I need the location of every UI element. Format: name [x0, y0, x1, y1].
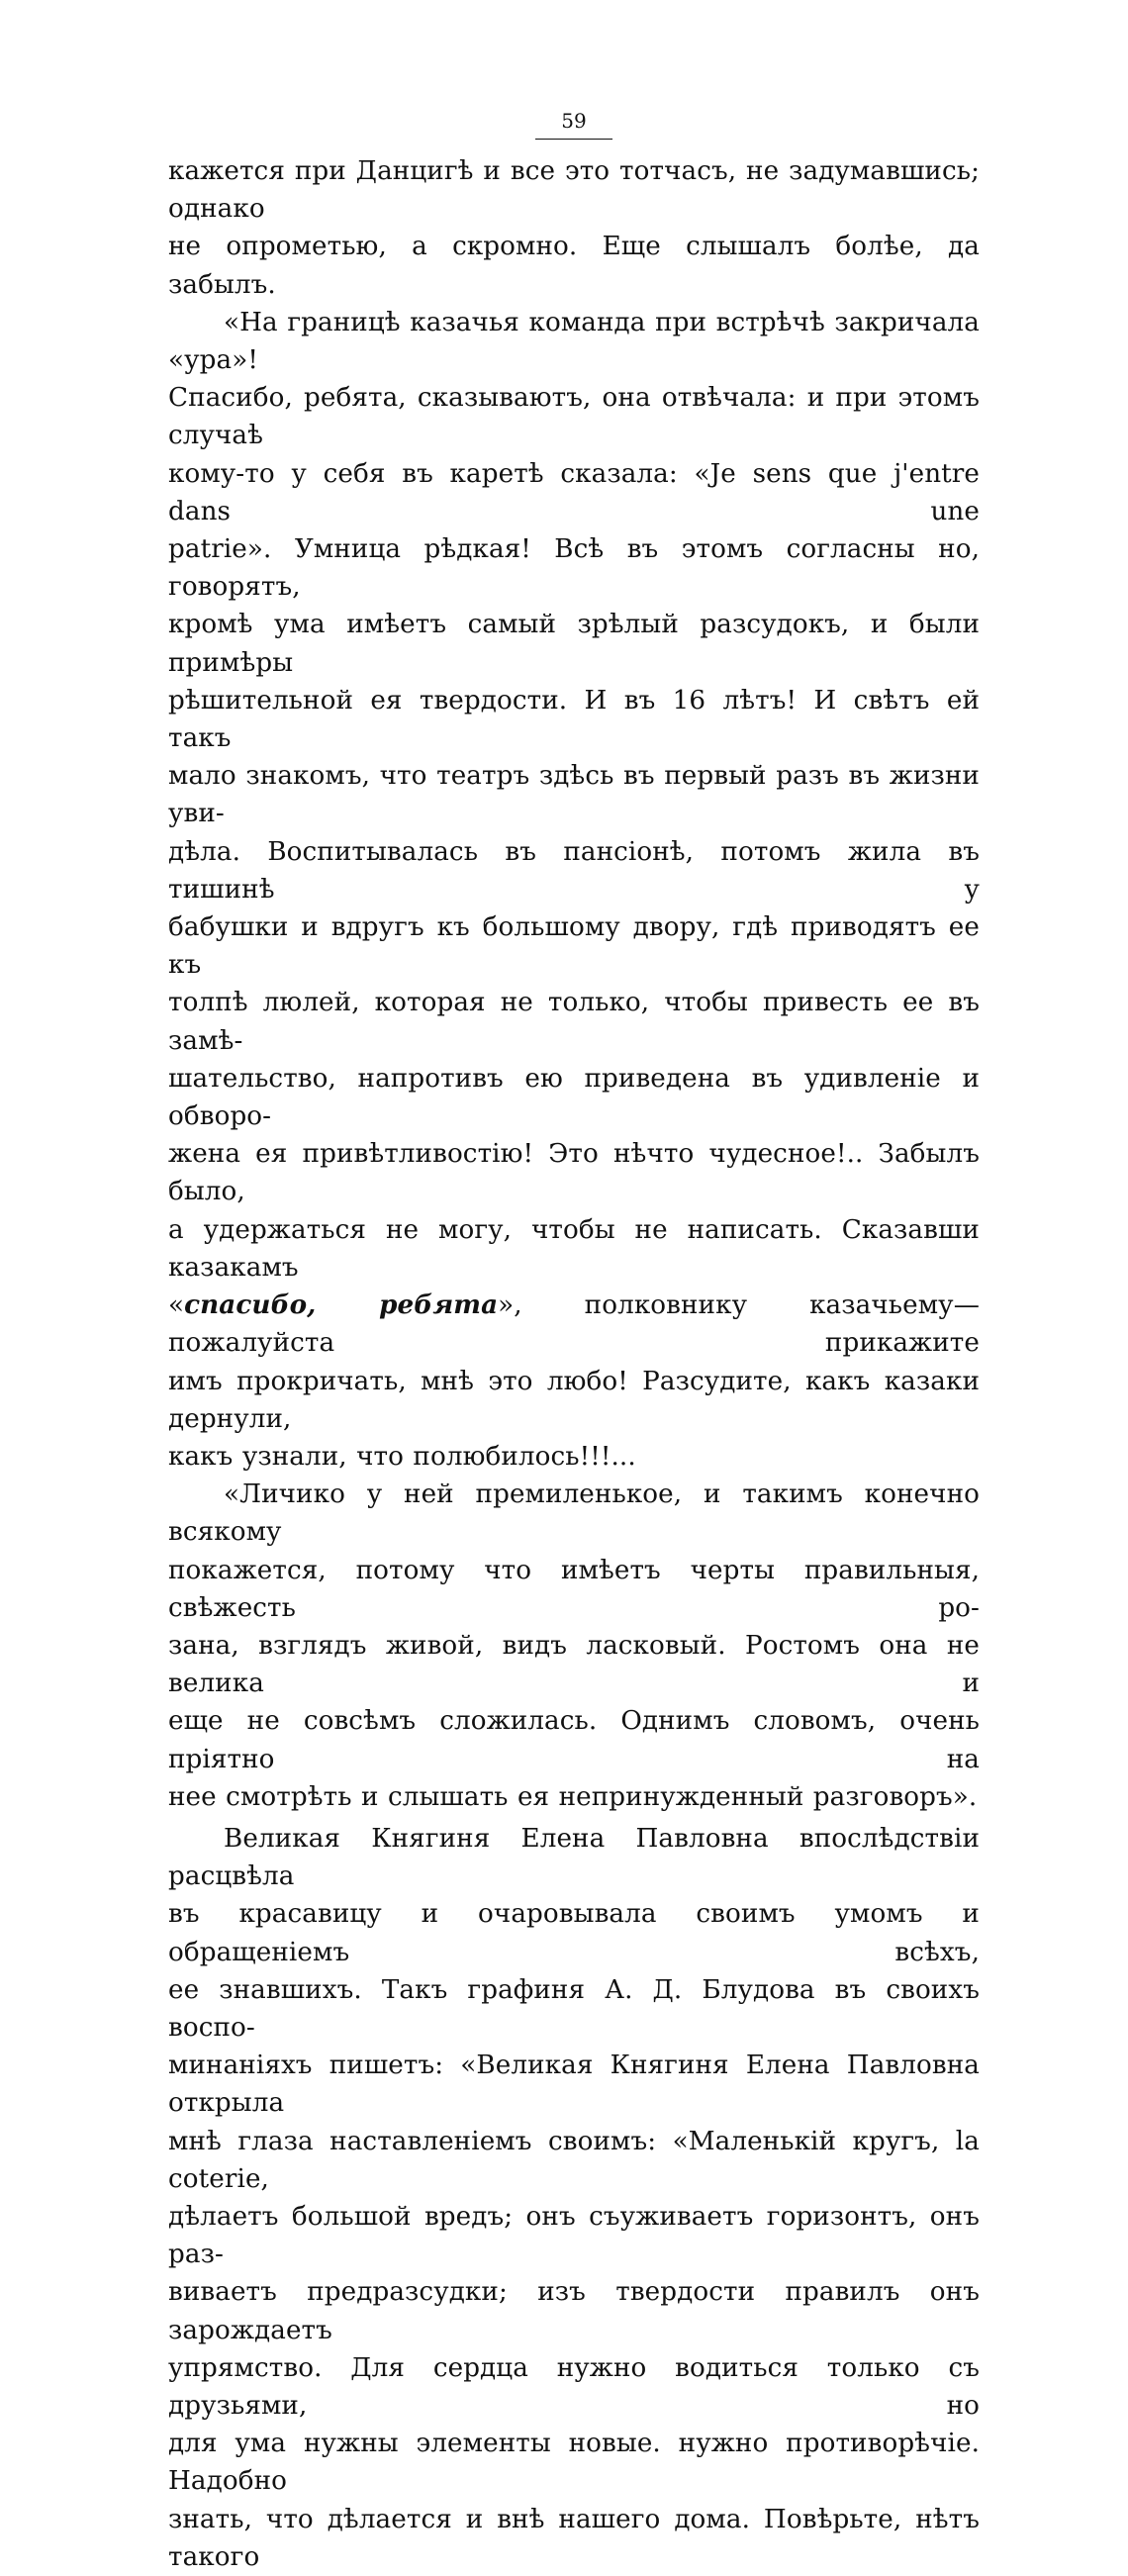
- page-number: 59: [218, 109, 930, 152]
- body-text: [168, 152, 980, 2576]
- text-line: «На границѣ казачья команда при встрѣчѣ закричала «ура»!: [168, 307, 980, 376]
- text-line: какъ узнали, что полюбилось!!!...: [168, 1441, 636, 1472]
- text-line: упрямство. Для сердца нужно водиться только съ друзьями, но: [168, 2352, 980, 2421]
- text-line: бабушки и вдругъ къ большому двору, гдѣ приводятъ ее къ: [168, 912, 980, 981]
- text-line: Великая Княгиня Елена Павловна впослѣдствіи расцвѣла: [168, 1823, 980, 1892]
- text-line: знать, что дѣлается и внѣ нашего дома. Повѣрьте, нѣтъ такого: [168, 2504, 980, 2572]
- text-line: кромѣ ума имѣетъ самый зрѣлый разсудокъ, и были примѣры: [168, 610, 980, 678]
- text-line: кажется при Данцигѣ и все это тотчасъ, не задумавшись; однако: [168, 156, 980, 225]
- text-line: толпѣ люлей, которая не только, чтобы привесть ее въ замѣ-: [168, 988, 980, 1056]
- text-line: не опрометью, а скромно. Еще слышалъ болѣе, да забылъ.: [168, 232, 980, 300]
- book-page: [168, 109, 980, 2576]
- text-line: покажется, потому что имѣетъ черты правильныя, свѣжесть ро-: [168, 1555, 980, 1623]
- text-line: дѣлаетъ большой вредъ; онъ съуживаетъ горизонтъ, онъ раз-: [168, 2201, 980, 2270]
- text-line: рѣшительной ея твердости. И въ 16 лѣтъ! И свѣтъ ей такъ: [168, 685, 980, 754]
- text-line: виваетъ предразсудки; изъ твердости правилъ онъ зарождаетъ: [168, 2277, 980, 2345]
- text-line: дѣла. Воспитывалась въ пансіонѣ, потомъ жила въ тишинѣ у: [168, 836, 980, 905]
- text-line: жена ея привѣтливостію! Это нѣчто чудесное!.. Забылъ было,: [168, 1139, 980, 1207]
- text-line: еще не совсѣмъ сложилась. Однимъ словомъ, очень пріятно на: [168, 1706, 980, 1774]
- text-line: ее знавшихъ. Такъ графиня А. Д. Блудова въ своихъ воспо-: [168, 1974, 980, 2043]
- text-line: а удержаться не могу, чтобы не написать. Сказавши казакамъ: [168, 1214, 980, 1283]
- text-line: минаніяхъ пишетъ: «Великая Княгиня Елена Павловна открыла: [168, 2051, 980, 2119]
- text-line: мнѣ глаза наставленіемъ своимъ: «Маленькій кругъ, la coterie,: [168, 2126, 980, 2194]
- text-line: мало знакомъ, что театръ здѣсь въ первый разъ въ жизни уви-: [168, 761, 980, 829]
- text-line: «Личико у ней премиленькое, и такимъ конечно всякому: [168, 1479, 980, 1548]
- text-line: имъ прокричать, мнѣ это любо! Разсудите, какъ казаки дернули,: [168, 1366, 980, 1434]
- text-line: кому-то у себя въ каретѣ сказала: «Je sens que j'entre dans une: [168, 458, 980, 526]
- text-line: для ума нужны элементы новые. нужно противорѣчіе. Надобно: [168, 2429, 980, 2497]
- text-line: въ красавицу и очаровывала своимъ умомъ и обращеніемъ всѣхъ,: [168, 1899, 980, 1967]
- text-line: patrie». Умница рѣдкая! Всѣ въ этомъ согласны но, говорятъ,: [168, 534, 980, 603]
- text-line: шательство, напротивъ ею приведена въ удивленіе и обворо-: [168, 1063, 980, 1132]
- text-line: зана, взглядъ живой, видъ ласковый. Ростомъ она не велика и: [168, 1630, 980, 1699]
- emphasis-quote: спасибо, ребята: [184, 1289, 499, 1321]
- text-line-emphasis: «спасибо, ребята», полковнику казачьему—пожалуйста прикажите: [168, 1289, 980, 1359]
- text-line: нее смотрѣть и слышать ея непринужденный разговоръ».: [168, 1781, 978, 1812]
- text-line: Спасибо, ребята, сказываютъ, она отвѣчала: и при этомъ случаѣ: [168, 383, 980, 451]
